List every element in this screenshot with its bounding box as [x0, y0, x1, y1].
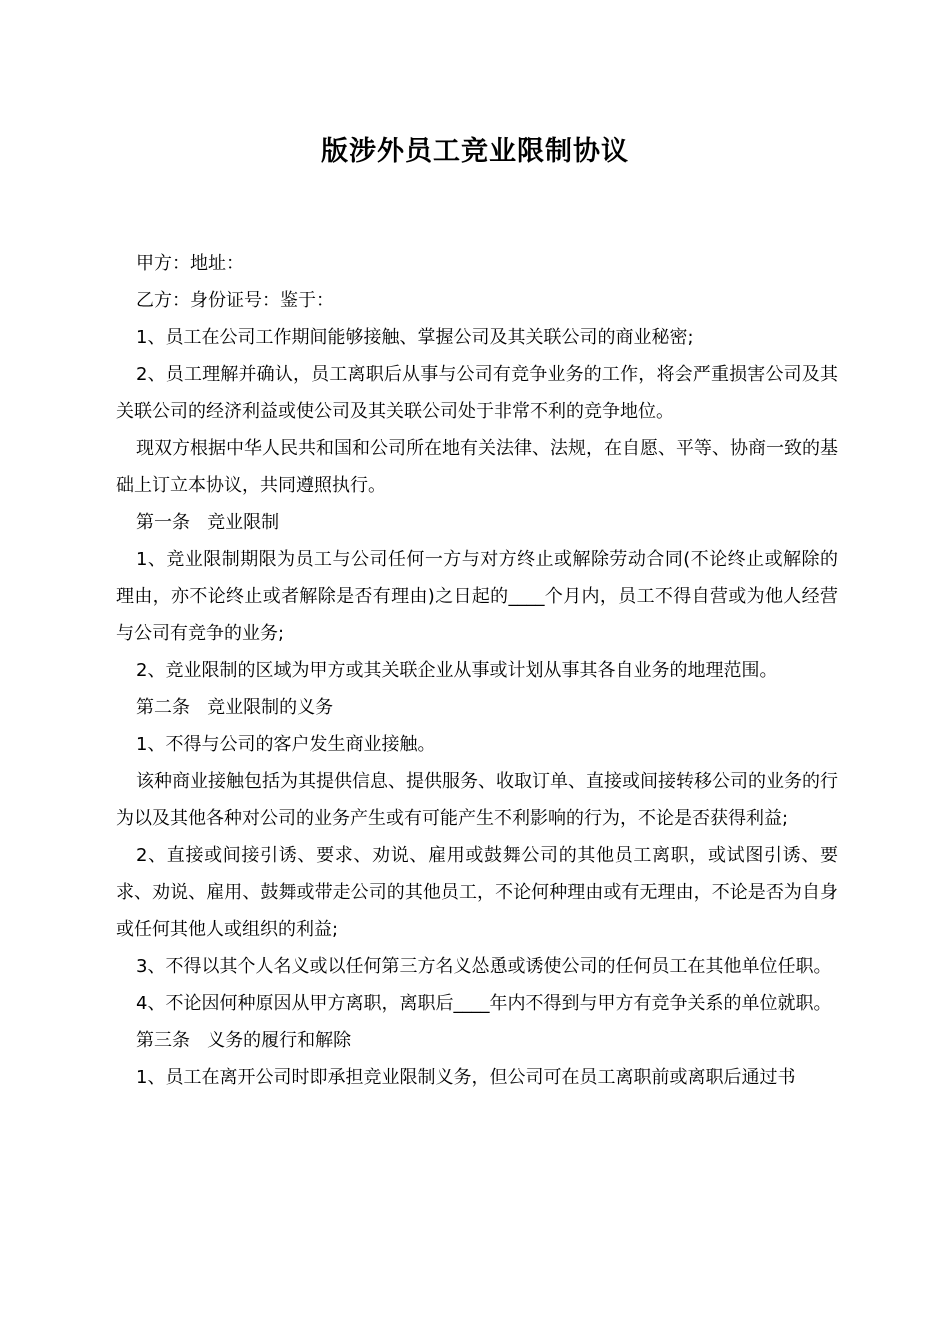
paragraph: 2、直接或间接引诱、要求、劝说、雇用或鼓舞公司的其他员工离职，或试图引诱、要求、劝说、雇用、鼓舞或带走公司的其他员工，不论何种理由或有无理由，不论是否为自身或任何其他人或组织的利益;: [116, 845, 838, 940]
paragraph: 2、员工理解并确认，员工离职后从事与公司有竞争业务的工作，将会严重损害公司及其关联公司的经济利益或使公司及其关联公司处于非常不利的竞争地位。: [116, 364, 838, 422]
paragraph: 2、竞业限制的区域为甲方或其关联企业从事或计划从事其各自业务的地理范围。: [136, 660, 778, 681]
article-heading: 第二条 竞业限制的义务: [136, 697, 334, 718]
paragraph: 该种商业接触包括为其提供信息、提供服务、收取订单、直接或间接转移公司的业务的行为以及其他各种对公司的业务产生或有可能产生不利影响的行为，不论是否获得利益;: [116, 771, 838, 829]
paragraph: 4、不论因何种原因从甲方离职，离职后____年内不得到与甲方有竞争关系的单位就职。: [136, 993, 832, 1014]
paragraph: 1、不得与公司的客户发生商业接触。: [136, 734, 436, 755]
document-body: [116, 245, 838, 1096]
document-title: 版涉外员工竞业限制协议: [321, 136, 629, 167]
paragraph: 甲方：地址：: [136, 253, 244, 274]
paragraph: 乙方：身份证号：鉴于：: [136, 290, 334, 311]
paragraph: 1、员工在离开公司时即承担竞业限制义务，但公司可在员工离职前或离职后通过书: [136, 1067, 796, 1088]
paragraph: 3、不得以其个人名义或以任何第三方名义怂恿或诱使公司的任何员工在其他单位任职。: [136, 956, 832, 977]
article-heading: 第一条 竞业限制: [136, 512, 280, 533]
paragraph: 1、竞业限制期限为员工与公司任何一方与对方终止或解除劳动合同(不论终止或解除的理由，亦不论终止或者解除是否有理由)之日起的____个月内，员工不得自营或为他人经营与公司有竞争的业务;: [116, 549, 838, 644]
paragraph: 1、员工在公司工作期间能够接触、掌握公司及其关联公司的商业秘密;: [136, 327, 694, 348]
paragraph: 现双方根据中华人民共和国和公司所在地有关法律、法规，在自愿、平等、协商一致的基础上订立本协议，共同遵照执行。: [116, 438, 838, 496]
article-heading: 第三条 义务的履行和解除: [136, 1030, 352, 1051]
